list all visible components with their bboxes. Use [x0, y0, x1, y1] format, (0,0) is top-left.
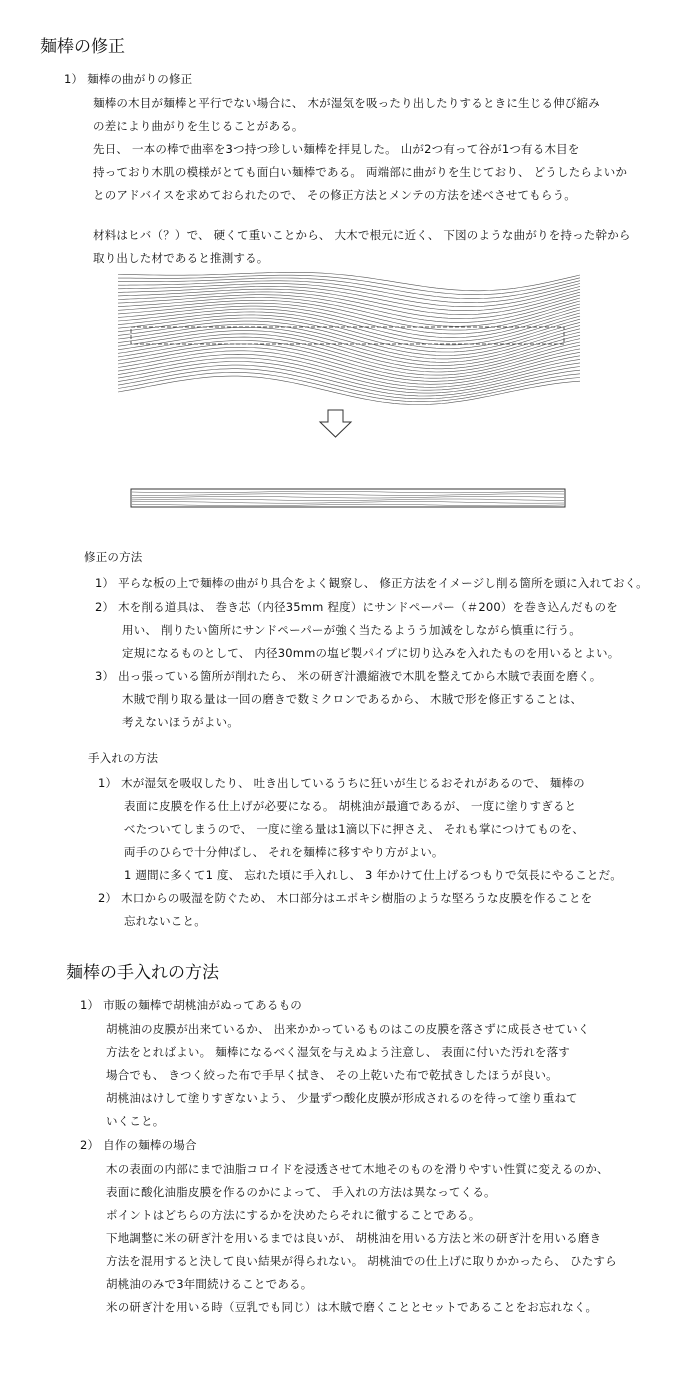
straight-board: [131, 489, 565, 507]
list-item: 1） 平らな板の上で麺棒の曲がり具合をよく観察し、 修正方法をイメージし削る箇所を頭に入れておく。: [95, 576, 648, 590]
paragraph-line: 場合でも、 きつく絞った布で手早く拭き、 その上乾いた布で乾拭きしたほうが良い。: [106, 1068, 558, 1082]
grain-line: [118, 372, 580, 401]
list-item-continuation: 忘れないこと。: [124, 914, 206, 928]
paragraph-line: 下地調整に米の研ぎ汁を用いるまでは良いが、 胡桃油を用いる方法と米の研ぎ汁を用いる磨き: [106, 1231, 602, 1245]
grain-line: [118, 284, 580, 307]
paragraph-line: 表面に酸化油脂皮膜を作るのかによって、 手入れの方法は異なってくる。: [106, 1185, 496, 1199]
list-item-continuation: 定規になるものとして、 内径30mmの塩ビ製パイプに切り込みを入れたものを用いるとよい。: [122, 646, 620, 660]
list-item: 2） 木口からの吸湿を防ぐため、 木口部分はエポキシ樹脂のような堅ろうな皮膜を作ることを: [98, 891, 593, 905]
paragraph-line: 方法をとればよい。 麺棒になるべく湿気を与えぬよう注意し、 表面に付いた汚れを落す: [106, 1045, 571, 1059]
grain-line: [118, 272, 580, 291]
list-item-continuation: 考えないほうがよい。: [122, 715, 239, 729]
paragraph-line: 胡桃油の皮膜が出来ているか、 出来かかっているものはこの皮膜を落さずに成長させていく: [106, 1022, 590, 1036]
paragraph-line: いくこと。: [106, 1114, 165, 1128]
paragraph-line: とのアドバイスを求めておられたので、 その修正方法とメンテの方法を述べさせてもらう。: [93, 188, 576, 202]
grain-line: [118, 295, 580, 323]
section-title: 麺棒の修正: [40, 37, 125, 57]
section-title: 麺棒の手入れの方法: [66, 963, 219, 983]
paragraph-line: 方法を混用すると決して良い結果が得られない。 胡桃油での仕上げに取りかかったら、 ひたすら: [106, 1254, 617, 1268]
grain-line: [118, 369, 580, 399]
paragraph-line: の差により曲がりを生じることがある。: [93, 119, 304, 133]
paragraph-line: 胡桃油のみで3年間続けることである。: [106, 1277, 313, 1291]
subsection-heading: 2） 自作の麺棒の場合: [80, 1138, 197, 1152]
paragraph-line: 取り出した材であると推測する。: [93, 251, 269, 265]
subsection-heading: 手入れの方法: [88, 751, 159, 765]
list-item: 3） 出っ張っている箇所が削れたら、 米の研ぎ汁濃縮液で木肌を整えてから木賊で表面を磨く。: [95, 669, 602, 683]
paragraph-line: 持っており木肌の模様がとても面白い麺棒である。 両端部に曲がりを生じており、 どうしたらよいか: [93, 165, 628, 179]
list-item-continuation: 用い、 削りたい箇所にサンドペーパーが強く当たるようう加減をしながら慎重に行う。: [122, 623, 582, 637]
list-item-continuation: べたついてしまうので、 一度に塗る量は1滴以下に押さえ、 それも掌につけてものを、: [124, 822, 585, 836]
paragraph-line: 胡桃油はけして塗りすぎないよう、 少量ずつ酸化皮膜が形成されるのを待って塗り重ねて: [106, 1091, 578, 1105]
subsection-heading: 1） 麺棒の曲がりの修正: [64, 72, 193, 86]
list-item: 1） 木が湿気を吸収したり、 吐き出しているうちに狂いが生じるおそれがあるので、 麺棒の: [98, 776, 585, 790]
grain-line: [118, 281, 580, 303]
paragraph-line: 米の研ぎ汁を用いる時（豆乳でも同じ）は木賊で磨くこととセットであることをお忘れなく。: [106, 1300, 598, 1314]
curved-log-grain: [118, 272, 580, 404]
grain-line: [118, 321, 580, 356]
paragraph-line: 先日、 一本の棒で曲率を3つ持つ珍しい麺棒を拝見した。 山が2つ有って谷が1つ有る木目を: [93, 142, 580, 156]
paragraph-line: 麺棒の木目が麺棒と平行でない場合に、 木が湿気を吸ったり出したりするときに生じる伸び縮み: [93, 96, 600, 110]
down-arrow-icon: [320, 410, 351, 437]
subsection-heading: 修正の方法: [84, 550, 143, 564]
grain-line: [118, 327, 580, 362]
grain-line: [118, 351, 580, 385]
grain-line: [118, 324, 580, 359]
paragraph-line: 材料はヒバ（？）で、 硬くて重いことから、 大木で根元に近く、 下図のような曲がりを持った幹から: [93, 228, 631, 242]
list-item-continuation: 1 週間に多くて1 度、 忘れた頃に手入れし、 3 年かけて仕上げるつもりで気長にやることだ。: [124, 868, 623, 882]
paragraph-line: ポイントはどちらの方法にするかを決めたらそれに徹することである。: [106, 1208, 481, 1222]
list-item-continuation: 両手のひらで十分伸ばし、 それを麺棒に移すやり方がよい。: [124, 845, 444, 859]
list-item: 2） 木を削る道具は、 巻き芯（内径35mm 程度）にサンドペーパー（＃200）を巻き込んだものを: [95, 600, 618, 614]
grain-line: [118, 275, 580, 295]
list-item-continuation: 木賊で削り取る量は一回の磨きで数ミクロンであるから、 木賊で形を修正することは、: [122, 692, 583, 706]
list-item-continuation: 表面に皮膜を作る仕上げが必要になる。 胡桃油が最適であるが、 一度に塗りすぎると: [124, 799, 577, 813]
paragraph-line: 木の表面の内部にまで油脂コロイドを浸透させて木地そのものを滑りやすい性質に変えるのか、: [106, 1162, 609, 1176]
subsection-heading: 1） 市販の麺棒で胡桃油がぬってあるもの: [80, 998, 302, 1012]
rolling-pin-correction-figure: [0, 270, 700, 520]
